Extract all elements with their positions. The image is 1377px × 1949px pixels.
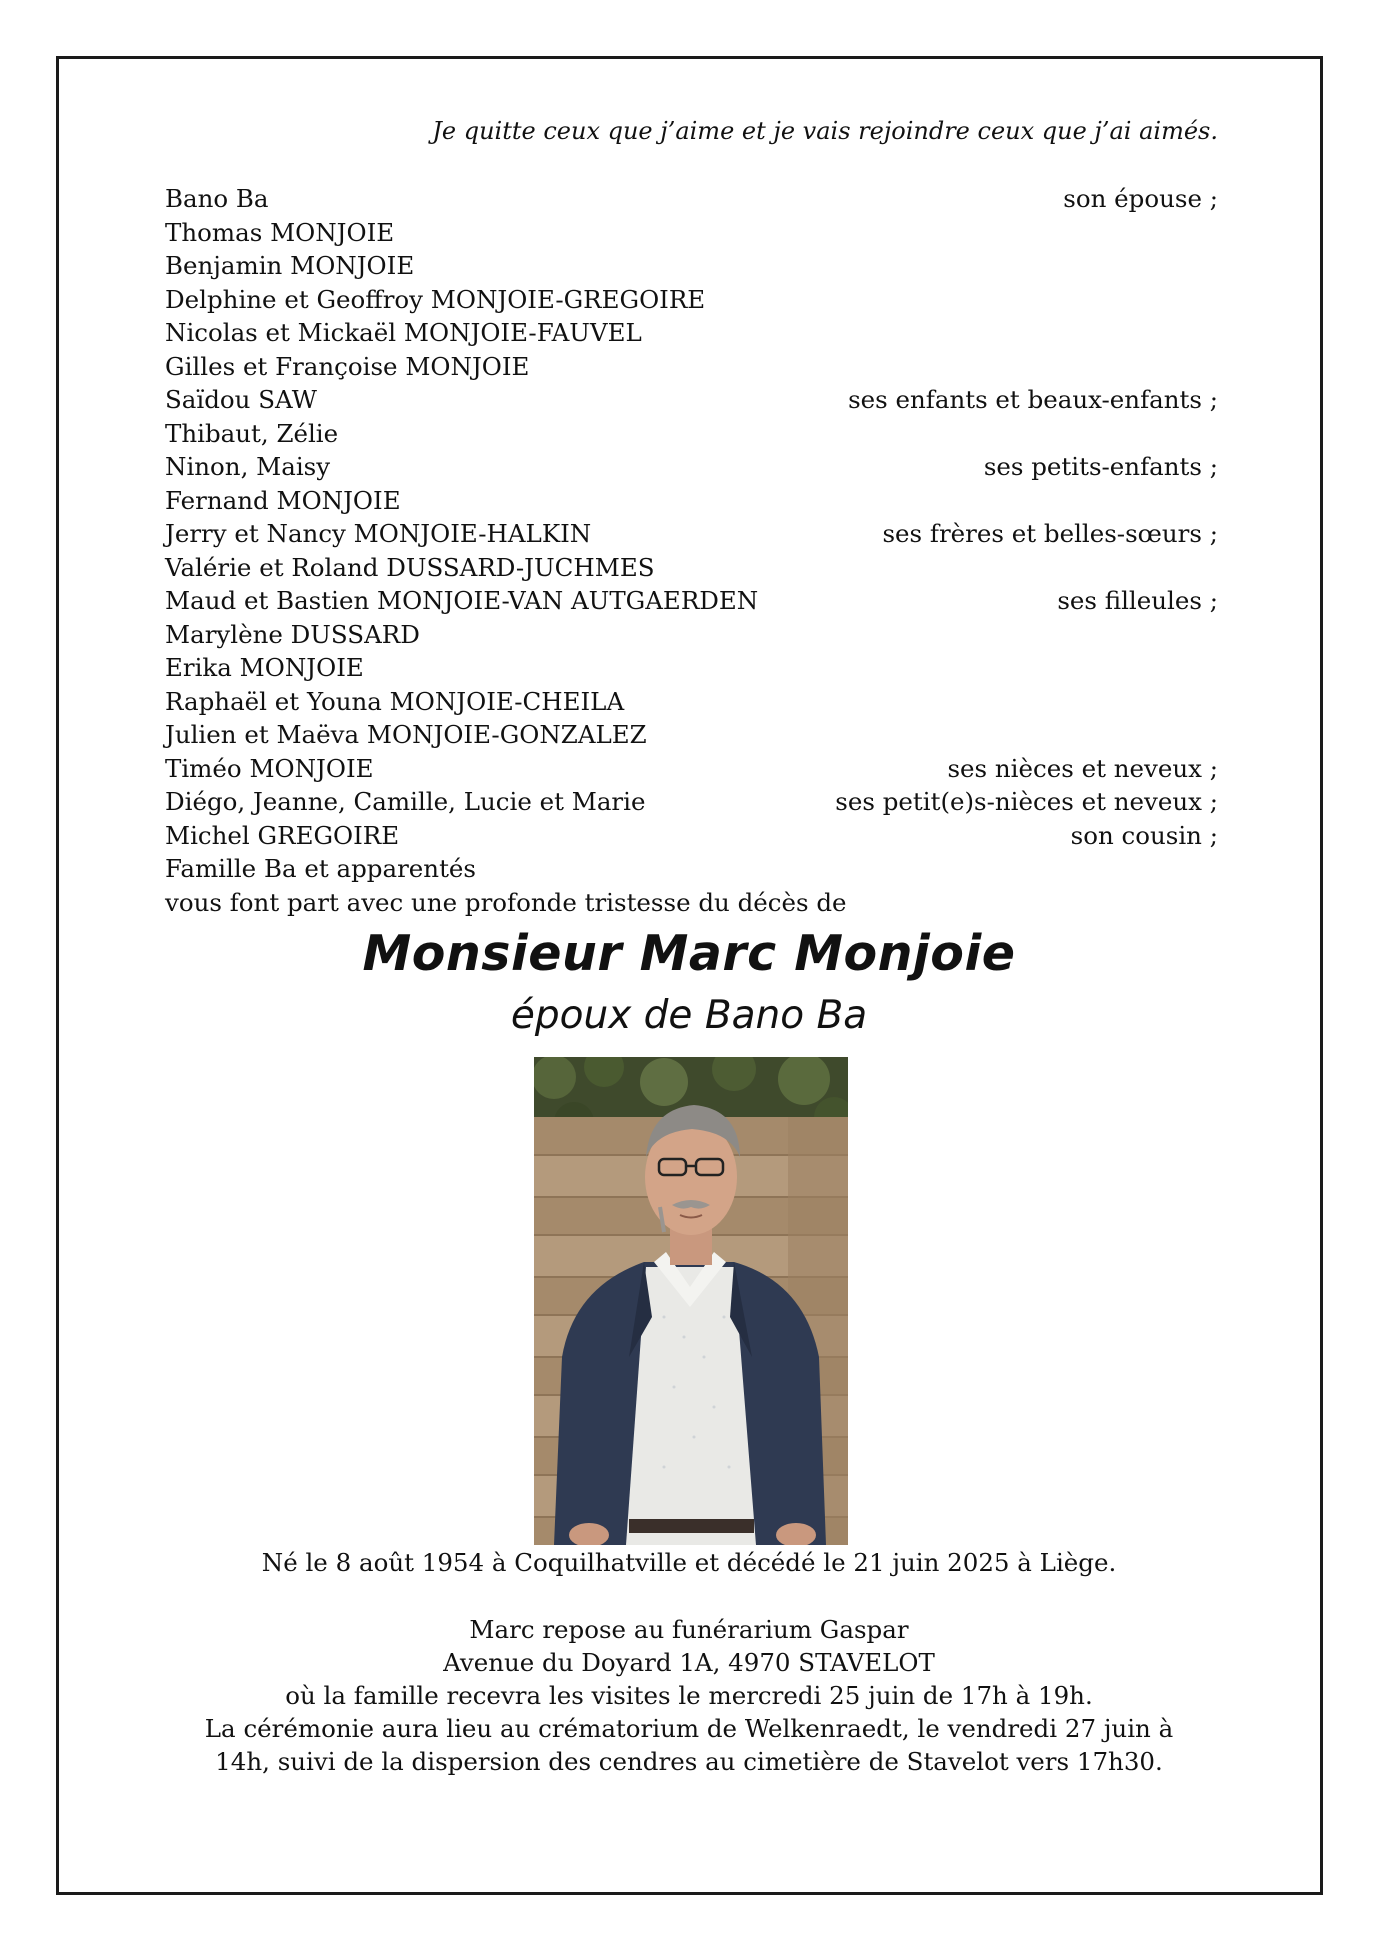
mourner-row	[165, 551, 1218, 585]
mourner-name: Erika MONJOIE	[165, 653, 364, 682]
mourner-name: Ninon, Maisy	[165, 452, 331, 481]
mourners-list	[165, 182, 1218, 919]
mourner-name: Michel GREGOIRE	[165, 820, 400, 850]
mourner-name: Nicolas et Mickaël MONJOIE-FAUVEL	[165, 318, 642, 347]
mourner-name: Timéo MONJOIE	[165, 753, 374, 783]
mourner-row	[165, 484, 1218, 518]
epigraph-quote: Je quitte ceux que j’aime et je vais rejoindre ceux que j’ai aimés.	[432, 117, 1218, 145]
mourner-row	[165, 216, 1218, 250]
mourner-name: Thomas MONJOIE	[165, 217, 395, 247]
mourner-name: Thibaut, Zélie	[165, 418, 339, 448]
mourner-row	[165, 417, 1218, 451]
mourner-row	[165, 618, 1218, 652]
deceased-name: Monsieur Marc Monjoie	[362, 925, 1016, 982]
mourner-name: Jerry et Nancy MONJOIE-HALKIN	[165, 519, 592, 548]
funeral-details	[160, 1546, 1218, 1778]
mourner-name: Saïdou SAW	[165, 385, 317, 414]
mourner-name: Diégo, Jeanne, Camille, Lucie et Marie	[165, 787, 646, 816]
mourner-row	[165, 283, 1218, 317]
mourner-name: Julien et Maëva MONJOIE-GONZALEZ	[165, 720, 647, 749]
address-line: Avenue du Doyard 1A, 4970 STAVELOT	[443, 1648, 935, 1677]
visits-line: où la famille recevra les visites le mercredi 25 juin de 17h à 19h.	[285, 1681, 1093, 1710]
mourner-row	[165, 450, 1218, 484]
mourner-row	[165, 752, 1218, 786]
mourner-relation: son épouse ;	[1063, 184, 1218, 213]
mourner-row	[165, 350, 1218, 384]
portrait-photo	[534, 1057, 848, 1545]
mourner-name: Famille Ba et apparentés	[165, 854, 476, 883]
mourner-row	[165, 718, 1218, 752]
mourner-name: Benjamin MONJOIE	[165, 251, 415, 280]
mourner-row	[165, 651, 1218, 685]
mourner-name: Valérie et Roland DUSSARD-JUCHMES	[165, 552, 655, 582]
ceremony-line-2: 14h, suivi de la dispersion des cendres au cimetière de Stavelot vers 17h30.	[215, 1747, 1163, 1776]
mourner-row	[165, 249, 1218, 283]
deceased-subtitle: époux de Bano Ba	[510, 993, 868, 1038]
mourner-row	[165, 685, 1218, 719]
mourner-row	[165, 819, 1218, 853]
mourner-relation: ses nièces et neveux ;	[947, 753, 1218, 783]
mourner-row	[165, 383, 1218, 417]
mourner-name: Gilles et Françoise MONJOIE	[165, 351, 530, 381]
mourner-row	[165, 517, 1218, 551]
announcement-line	[165, 886, 1218, 920]
mourner-name: Raphaël et Youna MONJOIE-CHEILA	[165, 686, 625, 716]
mourner-name: Marylène DUSSARD	[165, 619, 420, 649]
mourner-name: Delphine et Geoffroy MONJOIE-GREGOIRE	[165, 284, 706, 314]
mourner-relation: ses enfants et beaux-enfants ;	[848, 385, 1218, 414]
mourner-row	[165, 316, 1218, 350]
mourner-relation: ses petit(e)s-nièces et neveux ;	[835, 787, 1218, 816]
mourner-name: Fernand MONJOIE	[165, 485, 401, 515]
mourner-relation: ses petits-enfants ;	[983, 452, 1218, 481]
ceremony-line-1: La cérémonie aura lieu au crématorium de Welkenraedt, le vendredi 27 juin à	[204, 1714, 1174, 1743]
mourner-relation: ses filleules ;	[1057, 586, 1218, 615]
spacer	[160, 1579, 1218, 1613]
repose-line: Marc repose au funérarium Gaspar	[469, 1615, 909, 1644]
birth-death-line: Né le 8 août 1954 à Coquilhatville et décédé le 21 juin 2025 à Liège.	[261, 1548, 1117, 1577]
mourner-relation: ses frères et belles-sœurs ;	[882, 519, 1218, 548]
mourner-row	[165, 852, 1218, 886]
mourner-relation: son cousin ;	[1070, 820, 1218, 850]
mourner-row	[165, 584, 1218, 618]
mourner-row	[165, 785, 1218, 819]
mourner-name: Bano Ba	[165, 184, 269, 213]
announcement-text: vous font part avec une profonde tristesse du décès de	[165, 887, 847, 917]
mourner-row	[165, 182, 1218, 216]
mourner-name: Maud et Bastien MONJOIE-VAN AUTGAERDEN	[165, 586, 759, 615]
